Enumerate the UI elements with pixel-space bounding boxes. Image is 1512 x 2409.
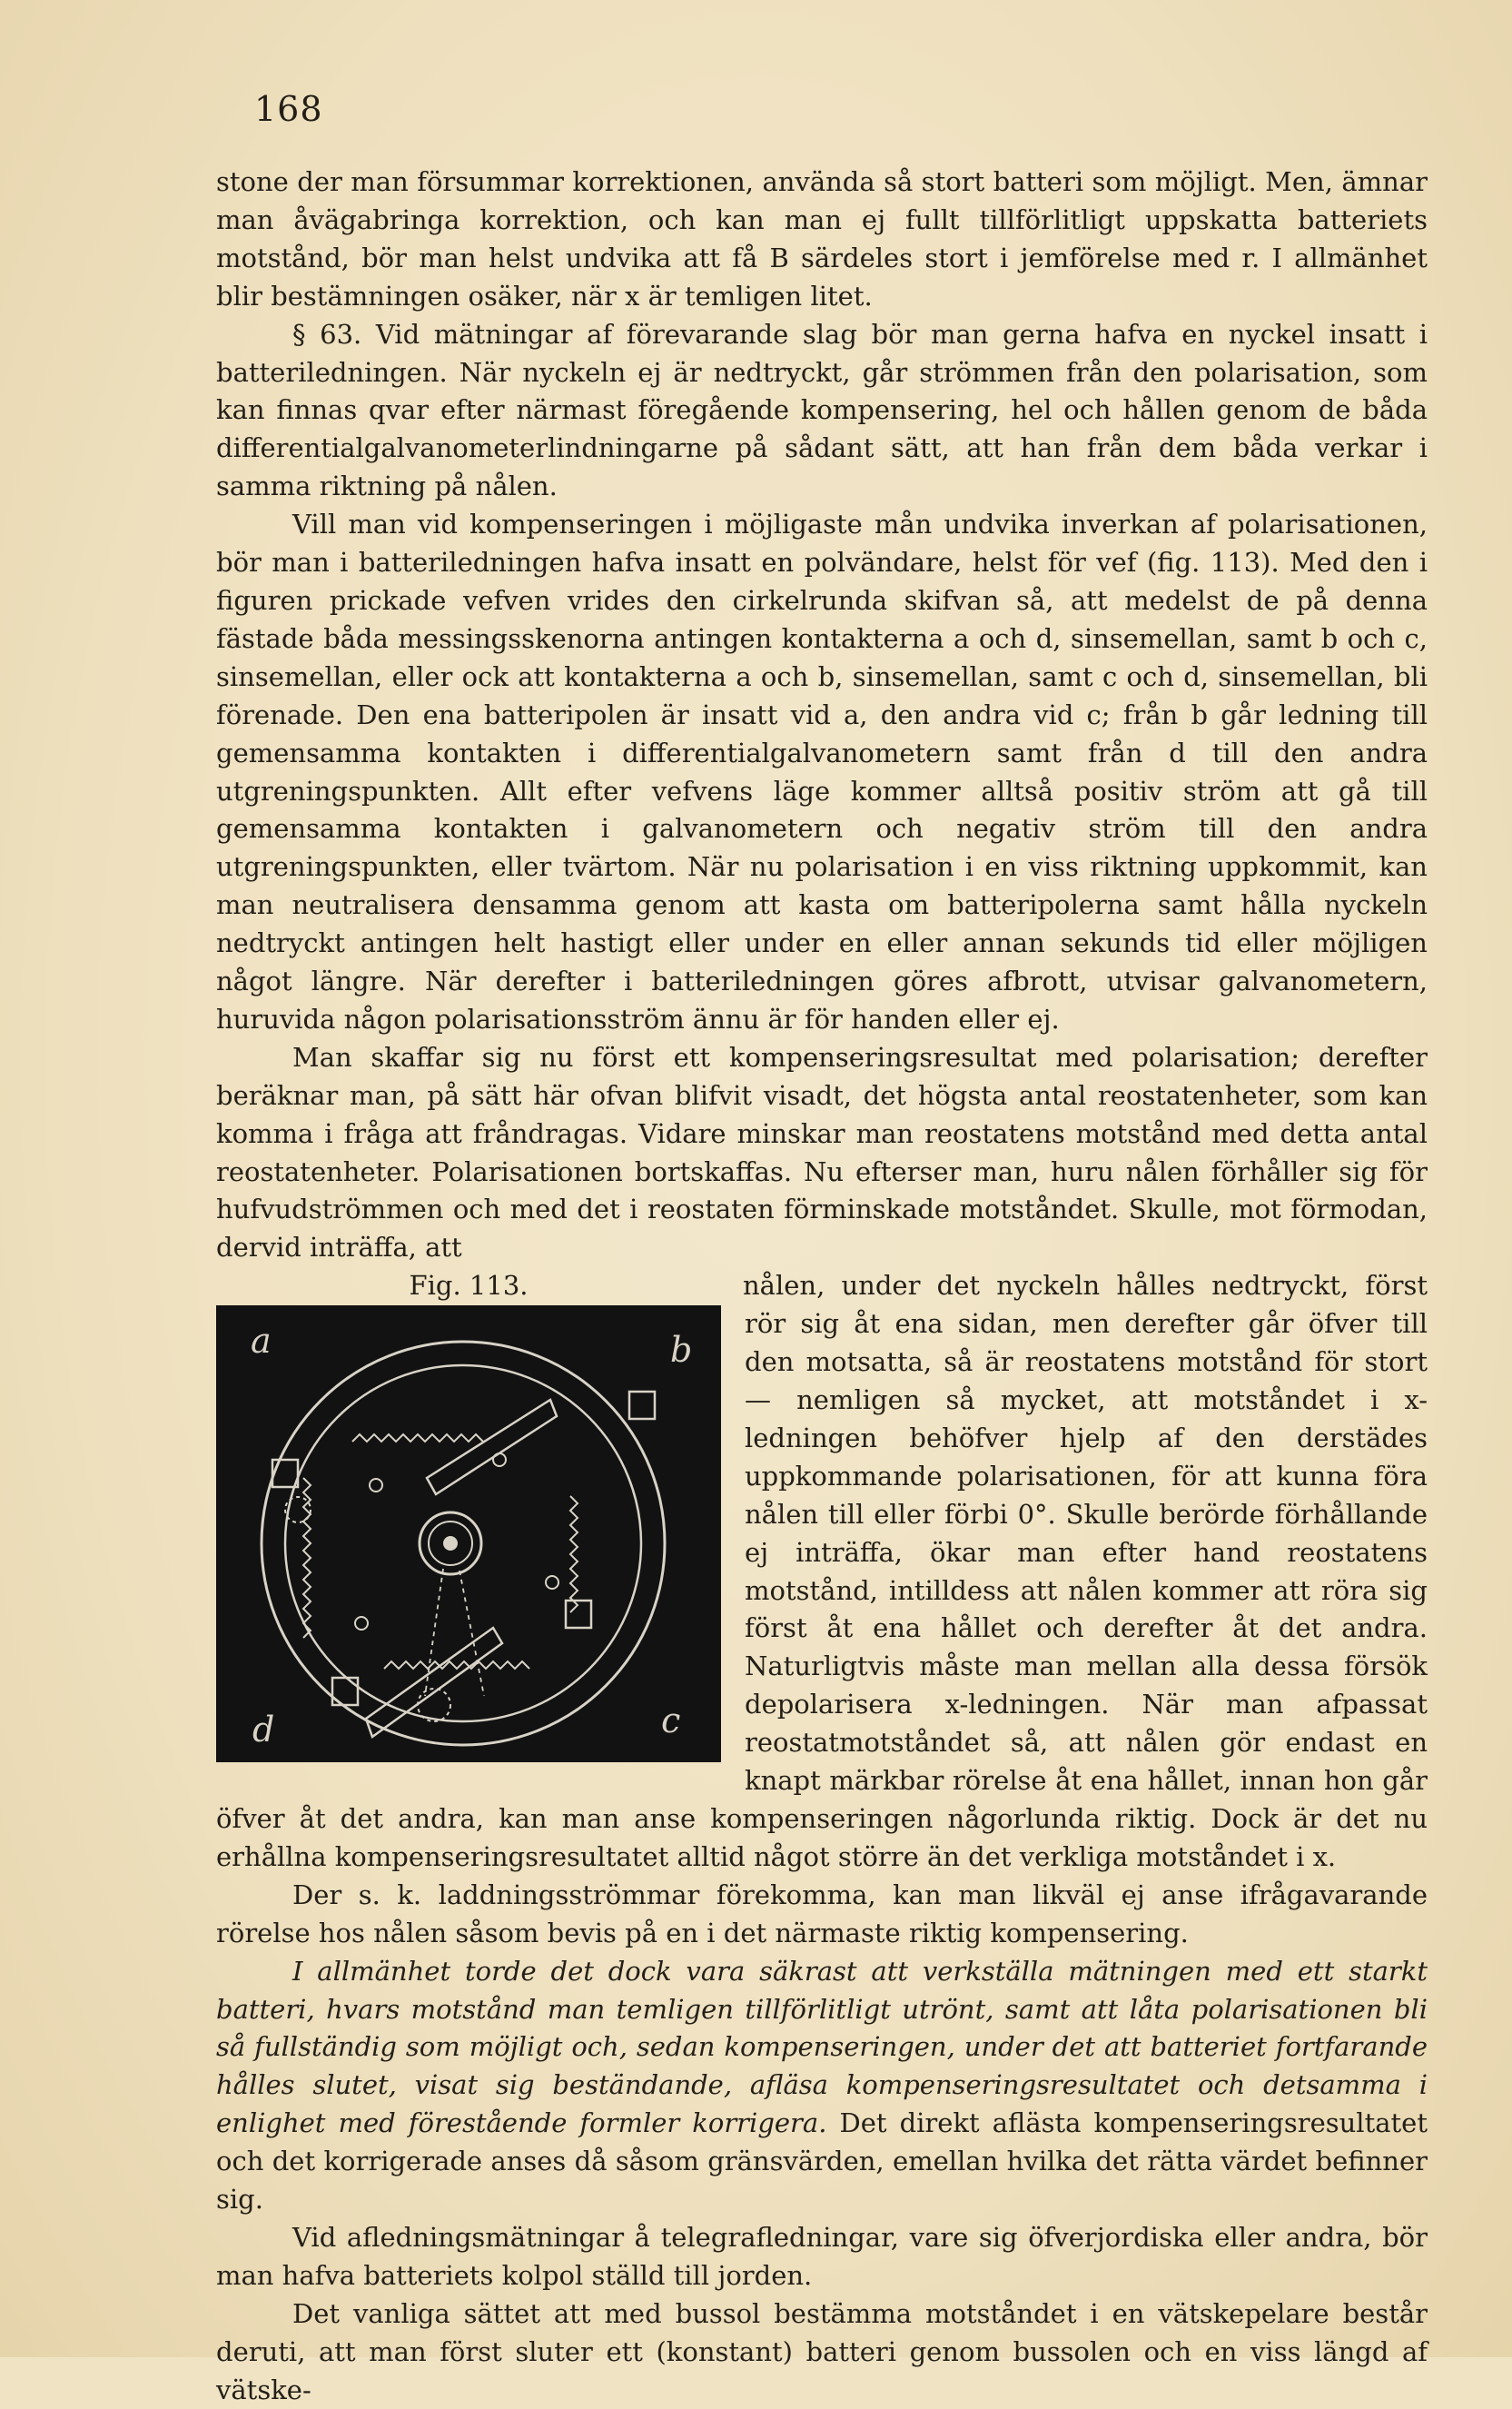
- paragraph: Der s. k. laddningsströmmar förekomma, kan man likväl ej anse ifrågavarande rörelse hos nålen såsom bevis på en i det närmaste riktig kompensering.: [216, 1879, 1428, 1948]
- figure-113: [216, 1305, 721, 1762]
- figure-caption: Fig. 113.: [409, 1270, 529, 1302]
- paragraph: stone der man försummar korrektionen, använda så stort batteri som möjligt. Men, ämnar man åvägabringa korrektion, och kan man ej fullt tillförlitligt uppskatta batteriets motstånd, bör man helst undvika att få B särdeles stort i jemförelse med r. I allmänhet blir bestämningen osäker, när x är temligen litet.: [216, 166, 1428, 312]
- italic-text: I allmänhet torde det dock vara säkrast att verkställa mätningen med ett starkt batteri, hvars motstånd man temligen tillförlitligt utrönt, samt att låta polarisationen bli så fullständig som möjligt och, sedan kompenseringen, under det att batteriet fortfarande hålles slutet, visat sig beständande, afläsa kompenseringsresultatet och detsamma i enlighet med förestående formler korrigera.: [216, 1955, 1428, 2139]
- paragraph: Vid afledningsmätningar å telegrafledningar, vare sig öfverjordiska eller andra, bör man hafva batteriets kolpol ställd till jorden.: [216, 2221, 1428, 2291]
- page-number: 168: [254, 89, 323, 129]
- pole-changer-diagram: [216, 1305, 721, 1762]
- contact-label-a: a: [251, 1321, 272, 1362]
- paragraph-wrapping-figure: nålen, under det nyckeln hålles nedtryckt, först rör sig åt ena sidan, men derefter går öfver till den motsatta, så är reostatens motstånd för stort — nemligen så mycket, att motståndet i x-ledningen behöfver hjelp af den derstädes uppkommande polarisationen, för att kunna föra nålen till eller förbi 0°. Skulle berörde förhållande ej inträffa, ökar man efter hand reostatens motstånd, intilldess att nålen kommer att röra sig först åt ena hållet och derefter åt det andra. Naturligtvis måste man mellan alla dessa försök depolarisera x-ledningen. När man afpassat reostatmotståndet så, att nålen gör endast en knapt märkbar rörelse åt ena hållet, innan hon går öfver åt det andra, kan man anse kompenseringen någorlunda riktig. Dock är det nu erhållna kompenseringsresultatet alltid något större än det verkliga motståndet i x.: [216, 1270, 1428, 1872]
- body-text: [216, 164, 1428, 2409]
- contact-label-c: c: [661, 1700, 681, 1741]
- paragraph: Det vanliga sättet att med bussol bestämma motståndet i en vätskepelare består deruti, att man först sluter ett (konstant) batteri genom bussolen och en viss längd af vätske-: [216, 2297, 1428, 2405]
- contact-label-b: b: [670, 1330, 693, 1371]
- paragraph: Man skaffar sig nu först ett kompenseringsresultat med polarisation; derefter beräknar man, på sätt här ofvan blifvit visadt, det högsta antal reostatenheter, som kan komma i fråga att fråndragas. Vidare minskar man reostatens motstånd med detta antal reostatenheter. Polarisationen bortskaffas. Nu efterser man, huru nålen förhåller sig för hufvudströmmen och med det i reostaten förminskade motståndet. Skulle, mot förmodan, dervid inträffa, att: [216, 1041, 1428, 1264]
- contact-label-d: d: [252, 1710, 275, 1750]
- paragraph-italic: [216, 1953, 1428, 2219]
- paragraph: Vill man vid kompenseringen i möjligaste mån undvika inverkan af polarisationen, bör man i batteriledningen hafva insatt en polvändare, helst för vef (fig. 113). Med den i figuren prickade vefven vrides den cirkelrunda skifvan så, att medelst de på denna fästade båda messingsskenorna antingen kontakterna a och d, sinsemellan, samt b och c, sinsemellan, eller ock att kontakterna a och b, sinsemellan, samt c och d, sinsemellan, bli förenade. Den ena batteripolen är insatt vid a, den andra vid c; från b går ledning till gemensamma kontakten i differentialgalvanometern samt från d till den andra utgreningspunkten. Allt efter vefvens läge kommer alltså positiv ström att gå till gemensamma kontakten i galvanometern och negativ ström till den andra utgreningspunkten, eller tvärtom. När nu polarisation i en viss riktning uppkommit, kan man neutralisera densamma genom att kasta om batteripolerna samt hålla nyckeln nedtryckt antingen helt hastigt eller under en eller annan sekunds tid eller möjligen något längre. När derefter i batteriledningen göres afbrott, utvisar galvanometern, huruvida någon polarisationsström ännu är för handen eller ej.: [216, 509, 1428, 1035]
- paragraph: § 63. Vid mätningar af förevarande slag bör man gerna hafva en nyckel insatt i batteriledningen. När nyckeln ej är nedtryckt, går strömmen från den polarisation, som kan finnas qvar efter närmast föregående kompensering, hel och hållen genom de båda differentialgalvanometerlindningarne på sådant sätt, att han från dem båda verkar i samma riktning på nålen.: [216, 318, 1428, 502]
- roman-text: Det direkt aflästa kompenseringsresultatet och det korrigerade anses då såsom gränsvärden, emellan hvilka det rätta värdet befinner sig.: [216, 2107, 1428, 2216]
